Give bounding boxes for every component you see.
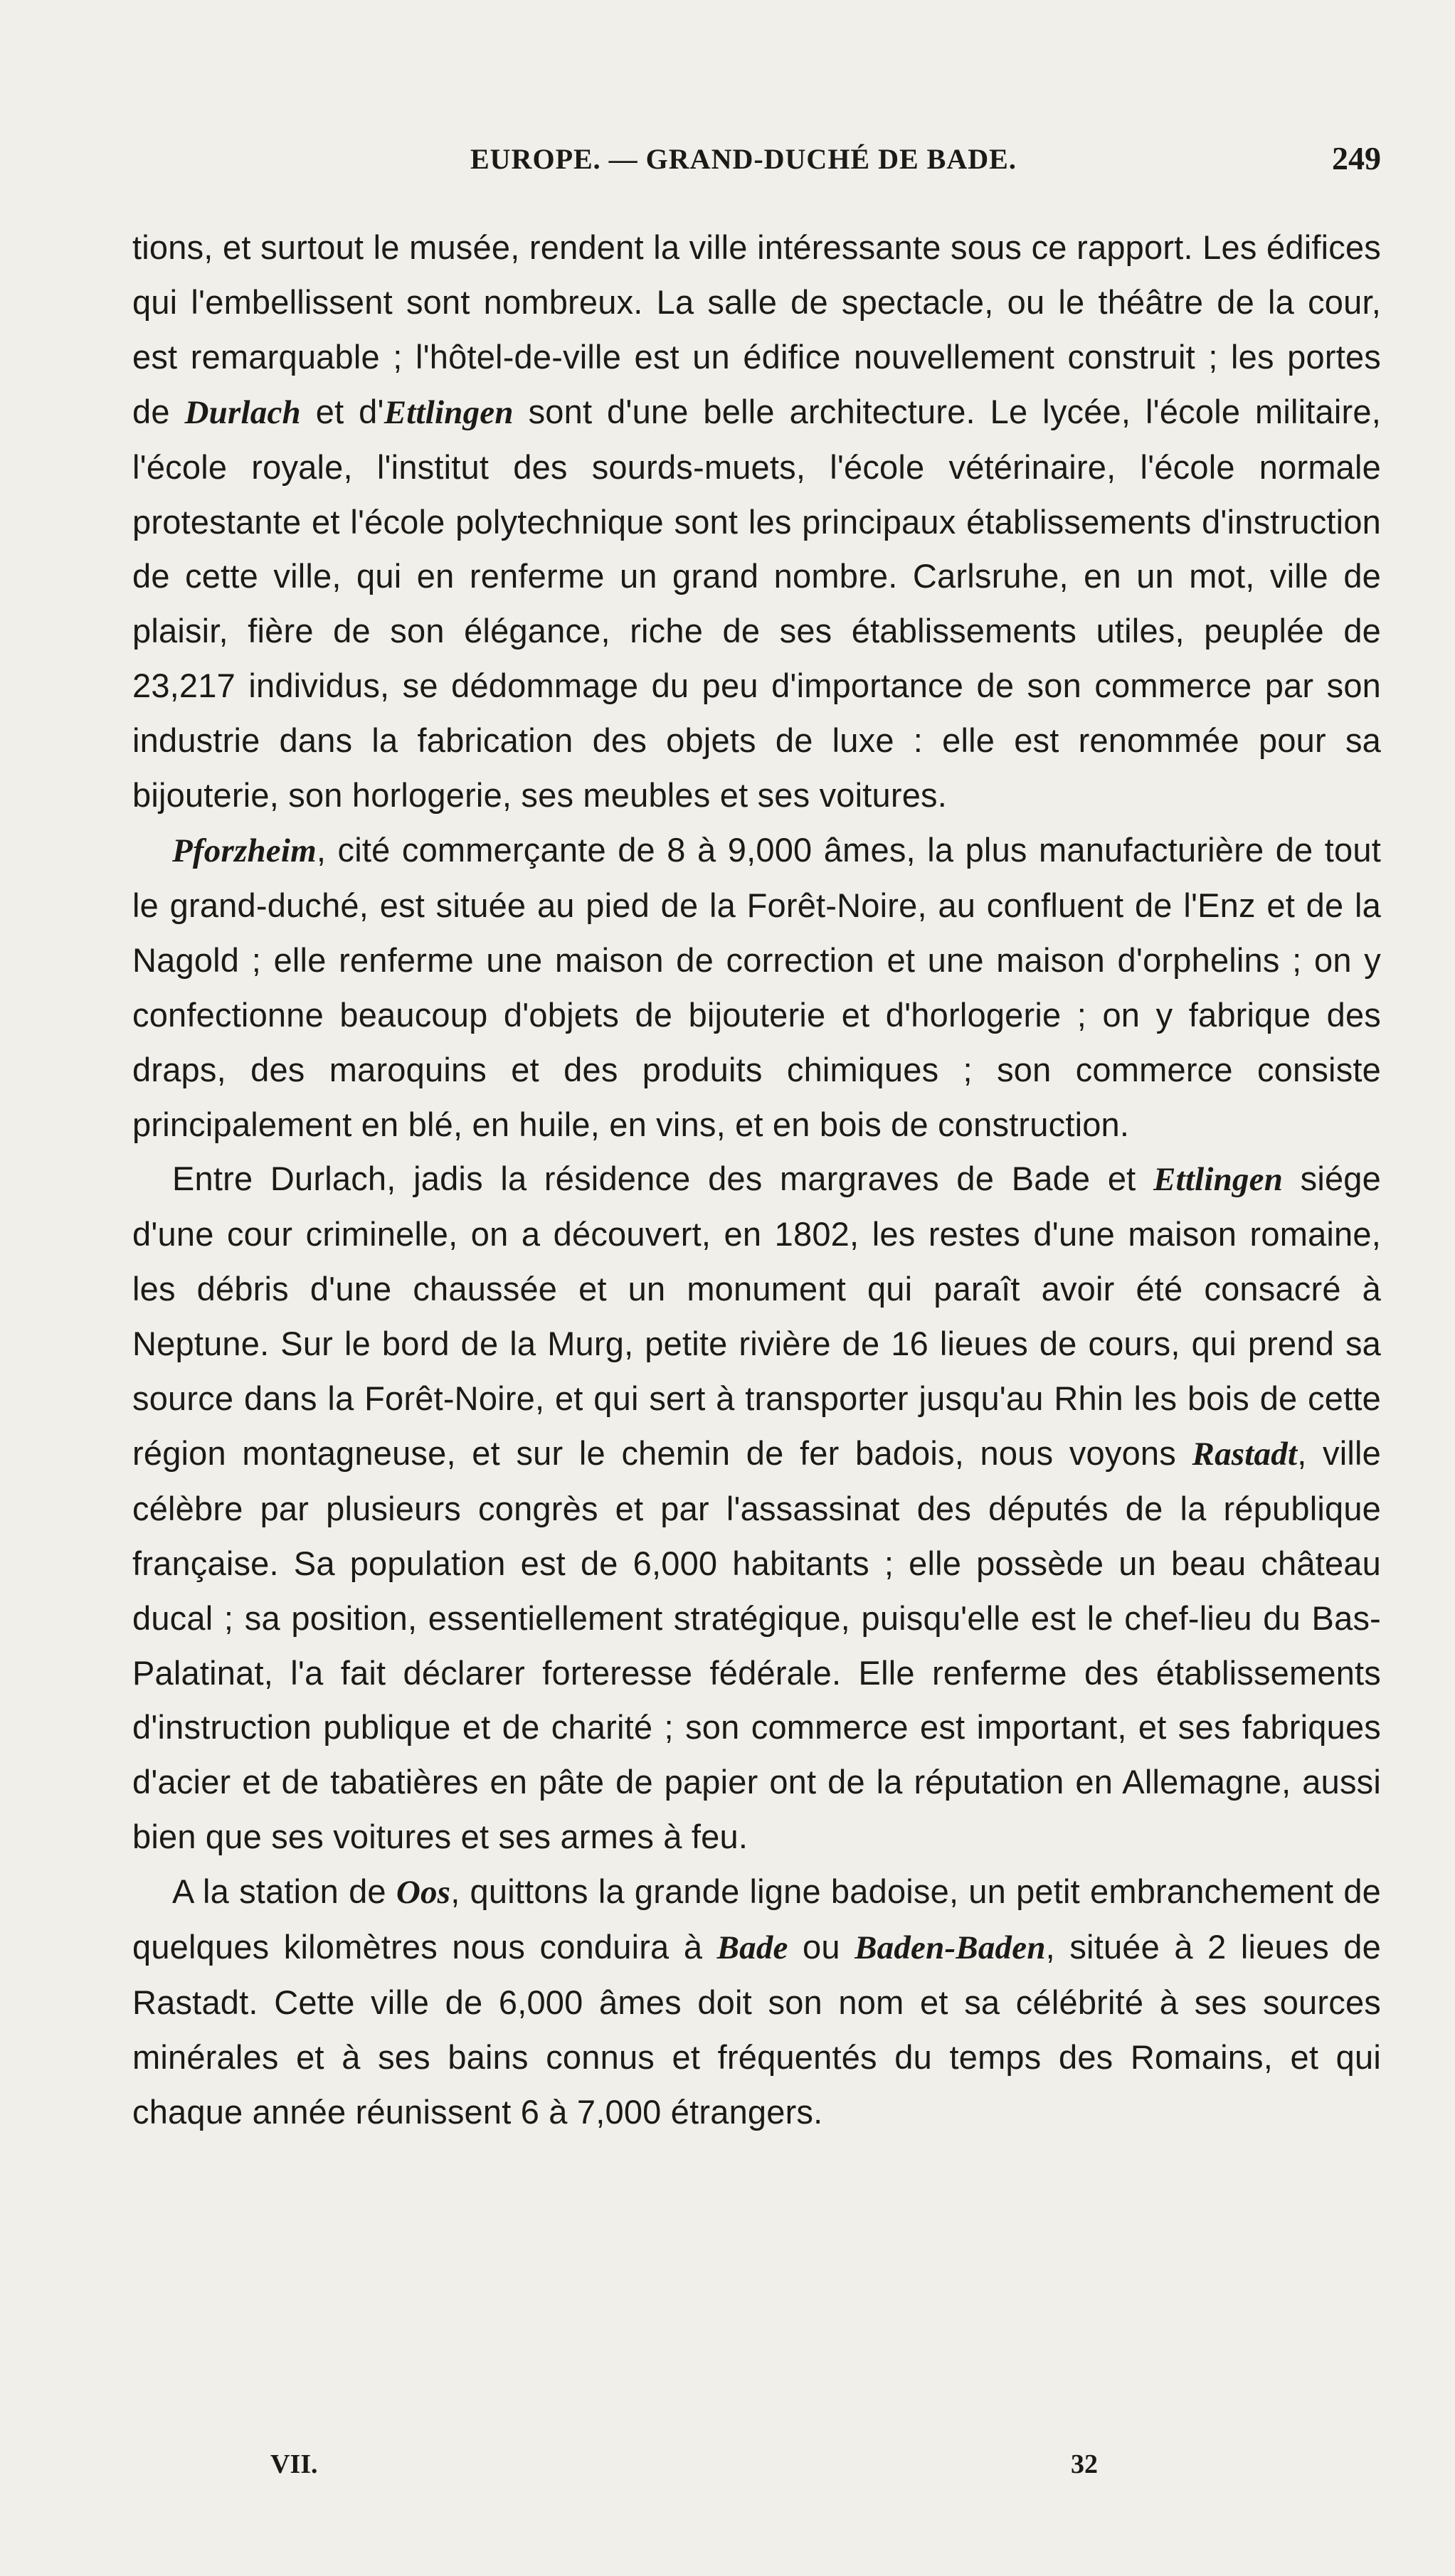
text-segment: , située à 2 lieues de Rastadt. Cette ville de 6,000 âmes doit son nom et sa célébrité à ses sources minérales et à ses bains connus et fréquentés du temps des Romains, et qui chaque année réunissent 6 à 7,000 étrangers. <box>132 1928 1381 2131</box>
text-segment: sont d'une belle architecture. Le lycée, l'école militaire, l'école royale, l'institut des sourds-muets, l'école vétérinaire, l'école normale protestante et l'école polytechnique sont les principaux établissements d'instruction de cette ville, qui en renferme un grand nombre. Carlsruhe, en un mot, ville de plaisir, fière de son élégance, riche de ses établissements utiles, peuplée de 23,217 individus, se dédommage du peu d'importance de son commerce par son industrie dans la fabrication des objets de luxe : elle est renommée pour sa bijouterie, son horlogerie, ses meubles et ses voitures. <box>132 392 1381 815</box>
italic-place-name: Ettlingen <box>1153 1161 1284 1199</box>
running-head <box>132 142 1381 192</box>
page <box>132 142 1381 2140</box>
italic-place-name: Ettlingen <box>383 393 514 431</box>
body-text <box>132 221 1381 2140</box>
page-number: 249 <box>1332 140 1381 176</box>
paragraph <box>132 1865 1381 2140</box>
text-segment: , ville célèbre par plusieurs congrès et par l'assassinat des députés de la république française. Sa population est de 6,000 habitants ; elle possède un beau château ducal ; sa position, essentiellement stratégique, puisqu'elle est le chef-lieu du Bas-Palatinat, l'a fait déclarer forteresse fédérale. Elle renferme des établissements d'instruction publique et de charité ; son commerce est important, et ses fabriques d'acier et de tabatières en pâte de papier ont de la réputation en Allemagne, aussi bien que ses voitures et ses armes à feu. <box>132 1433 1381 1856</box>
italic-place-name: Pforzheim <box>172 832 317 869</box>
paragraph <box>132 823 1381 1152</box>
italic-place-name: Baden-Baden <box>855 1929 1046 1967</box>
italic-place-name: Bade <box>716 1929 788 1967</box>
text-segment: tions, et surtout le musée, rendent la ville intéressante sous ce rapport. Les édifices qui l'embellissent sont nombreux. La salle de spectacle, ou le théâtre de la cour, est remarquable ; l'hôtel-de-ville est un édifice nouvellement construit ; les portes de <box>132 228 1381 430</box>
paragraph <box>132 1152 1381 1865</box>
sheet-number: 32 <box>1071 2449 1098 2479</box>
text-segment: et d' <box>300 392 384 430</box>
page-footer <box>135 2449 1245 2491</box>
italic-place-name: Durlach <box>184 393 301 431</box>
text-segment: , cité commerçante de 8 à 9,000 âmes, la plus manufacturière de tout le grand-duché, est située au pied de la Forêt-Noire, au confluent de l'Enz et de la Nagold ; elle renferme une maison de correction et une maison d'orphelins ; on y confectionne beaucoup d'objets de bijouterie et d'horlogerie ; on y fabrique des draps, des maroquins et des produits chimiques ; son commerce consiste principalement en blé, en huile, en vins, et en bois de construction. <box>132 830 1381 1143</box>
running-head-title: EUROPE. — GRAND-DUCHÉ DE BADE. <box>470 143 1017 175</box>
text-segment: ou <box>788 1928 855 1966</box>
italic-place-name: Rastadt <box>1192 1435 1298 1473</box>
text-segment: A la station de <box>172 1872 396 1911</box>
text-segment: siége d'une cour criminelle, on a découvert, en 1802, les restes d'une maison romaine, les débris d'une chaussée et un monument qui paraît avoir été consacré à Neptune. Sur le bord de la Murg, petite rivière de 16 lieues de cours, qui prend sa source dans la Forêt-Noire, et qui sert à transporter jusqu'au Rhin les bois de cette région montagneuse, et sur le chemin de fer badois, nous voyons <box>132 1160 1381 1472</box>
signature-mark: VII. <box>270 2449 318 2479</box>
italic-place-name: Oos <box>396 1874 451 1912</box>
paragraph <box>132 221 1381 823</box>
text-segment: Entre Durlach, jadis la résidence des margraves de Bade et <box>172 1160 1154 1198</box>
text-segment: , quittons la grande ligne badoise, un petit embranchement de quelques kilomètres nous conduira à <box>132 1872 1381 1966</box>
